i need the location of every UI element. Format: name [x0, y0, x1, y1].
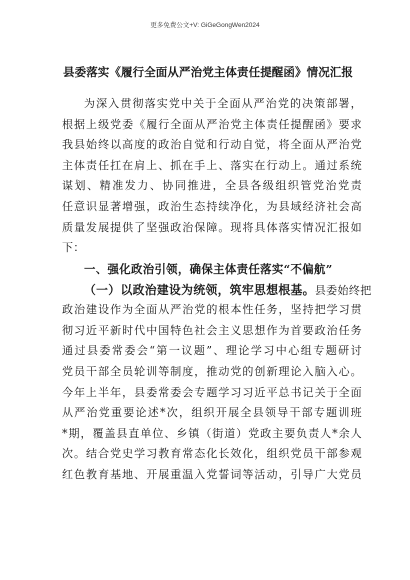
intro-line: 根据上级党委《履行全面从严治党主体责任提醒函》要求: [62, 117, 362, 131]
subsection-first-line: [62, 280, 372, 301]
body-line: 通过县委常委会“第一议题”、理论学习中心组专题研讨: [62, 344, 362, 358]
watermark-header: 更多免费公文+V: GiGeGongWen2024: [150, 22, 260, 29]
subsection-heading: （一）以政治建设为统领，筑牢思想根基。: [84, 282, 315, 297]
body-line: *期，覆盖县直单位、乡镇（街道）党政主要负责人*余人: [62, 426, 362, 440]
intro-line: 质量发展提供了坚强政治保障。现将具体落实情况汇报如: [62, 220, 362, 234]
intro-line: 下：: [62, 241, 85, 255]
intro-line: 我县始终以高度的政治自觉和行动自觉，将全面从严治党: [62, 138, 362, 152]
section-1: [62, 259, 372, 486]
intro-paragraph: [62, 94, 362, 259]
body-line: 次。结合党史学习教育常态化长效化，组织党员干部参观: [62, 447, 362, 461]
intro-line: 任意识显著增强，政治生态持续净化，为县域经济社会高: [62, 199, 362, 213]
intro-line: 谋划、精准发力、协同推进，全县各级组织管党治党责: [62, 179, 362, 193]
body-line: 党员干部全员轮训等制度，推动党的创新理论入脑入心。: [62, 364, 362, 378]
body-line: 红色教育基地、开展重温入党誓词等活动，引导广大党员: [62, 467, 362, 481]
body-line: 从严治党重要论述*次，组织开展全县领导干部专题训班: [62, 406, 362, 420]
intro-line: 主体责任扛在肩上、抓在手上、落实在行动上。通过系统: [62, 158, 362, 172]
intro-line: 为深入贯彻落实党中关于全面从严治党的决策部署，: [84, 97, 362, 110]
subsection-first-line-text: 县委始终把: [314, 283, 372, 297]
body-line: 彻习近平新时代中国特色社会主义思想作为首要政治任务: [62, 323, 362, 337]
section-heading: 一、强化政治引领，确保主体责任落实“不偏航”: [84, 262, 333, 276]
body-line: 今年上半年，县委常委会专题学习习近平总书记关于全面: [62, 385, 362, 399]
body-line: 政治建设作为全面从严治党的根本性任务，坚持把学习贯: [62, 303, 362, 317]
document-title: 县委落实《履行全面从严治党主体责任提醒函》情况汇报: [63, 65, 353, 79]
